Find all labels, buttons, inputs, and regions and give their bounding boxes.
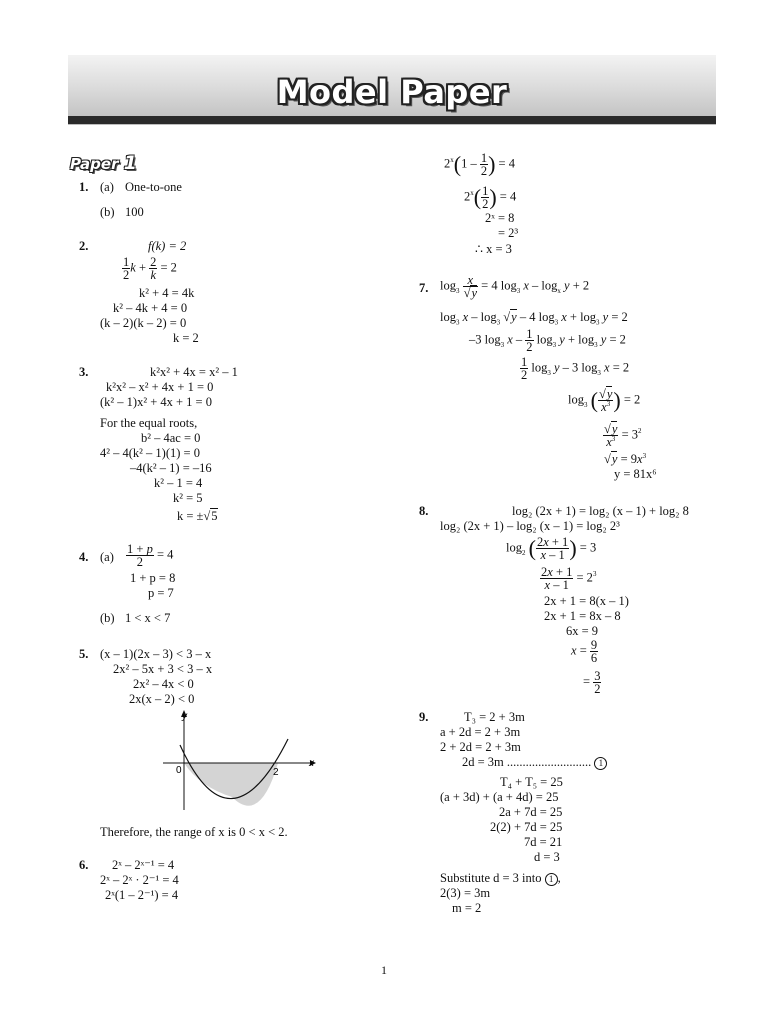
q9-line-3: 2 + 2d = 2 + 3m — [440, 740, 521, 754]
q6-line-7: = 2³ — [498, 226, 519, 240]
q6-line-2: 2ˣ – 2ˣ · 2⁻¹ = 4 — [100, 873, 179, 887]
q2-line-2: $\frac{1}{2}$ k + $\frac{2}{k}$ = 2 — [123, 255, 177, 282]
title-banner — [68, 55, 716, 125]
q3-line-5: b² – 4ac = 0 — [141, 431, 201, 445]
q2-line-3: k² + 4 = 4k — [139, 286, 195, 300]
page-number: 1 — [381, 963, 387, 977]
q2-line-5: (k – 2)(k – 2) = 0 — [100, 316, 187, 330]
q9-line-13: m = 2 — [452, 901, 482, 915]
q9-line-5: T₄ + T₅ = 25 — [500, 775, 563, 789]
q9-line-7: 2a + 7d = 25 — [499, 805, 563, 819]
q1-b-label: (b) — [100, 205, 115, 219]
q6-line-3: 2ˣ(1 – 2⁻¹) = 4 — [105, 888, 179, 902]
question-number: 7. — [419, 281, 429, 295]
q8-line-1: log₂ (2x + 1) = log₂ (x – 1) + log₂ 8 — [512, 504, 689, 518]
q7-line-6: $\frac{√y}{x^3}$ = $3^2$ — [604, 422, 642, 449]
equation-ref-marker: 1 — [594, 757, 607, 770]
q1-a-answer: One-to-one — [125, 180, 182, 194]
q9-line-4 — [462, 755, 607, 770]
q9-line-9: 7d = 21 — [524, 835, 563, 849]
question-number: 5. — [79, 647, 89, 661]
q4-a-label: (a) — [100, 550, 114, 564]
q4-b-label: (b) — [100, 611, 115, 625]
q7-line-6b: $√y = 9x^3$ — [604, 451, 647, 466]
question-number: 1. — [79, 180, 89, 194]
paper-heading-number: 1 — [123, 152, 137, 174]
equation-ref-marker: 1 — [545, 873, 558, 886]
q9-line-6: (a + 3d) + (a + 4d) = 25 — [440, 790, 559, 804]
q6-line-5: 2$^x$( $\frac{1}{2}$ ) = 4 — [464, 184, 517, 211]
quadratic-sketch-graph — [160, 705, 320, 815]
q3-line-3: (k² – 1)x² + 4x + 1 = 0 — [100, 395, 212, 409]
q7-line-3: –3 $\log_3 x$ – $\frac{1}{2}$ $\log_3 y + \log_3 y = 2$ — [469, 327, 626, 354]
page-title: Model Paper — [276, 73, 508, 111]
q3-line-1: k²x² + 4x = x² – 1 — [150, 365, 238, 379]
q9-line-2: a + 2d = 2 + 3m — [440, 725, 521, 739]
q3-line-7: –4(k² – 1) = –16 — [130, 461, 212, 475]
question-number: 8. — [419, 504, 429, 518]
q3-line-8: k² – 1 = 4 — [154, 476, 203, 490]
q5-line-2: 2x² – 5x + 3 < 3 – x — [113, 662, 213, 676]
q7-line-7: y = 81x⁶ — [614, 467, 657, 481]
q8-line-7: 6x = 9 — [566, 624, 599, 638]
q3-line-9: k² = 5 — [173, 491, 203, 505]
shaded-region — [184, 763, 278, 806]
q9-line-11: Substitute d = 3 into 1 , — [440, 871, 561, 885]
paper-heading — [70, 152, 137, 174]
x-axis-label: x — [309, 758, 314, 769]
q7-line-2: $\log_3 x - \log_3 √y - 4$ $\log_3 x + \log_3 y = 2$ — [440, 310, 628, 327]
q7-line-1: $\log_3$ $\frac{x}{√y}$ = 4 $\log_3 x - \log_x y + 2$ — [440, 273, 590, 300]
q9-line-10: d = 3 — [534, 850, 560, 864]
q4-line-3: p = 7 — [148, 586, 174, 600]
q5-line-1: (x – 1)(2x – 3) < 3 – x — [100, 647, 212, 661]
q3-line-6: 4² – 4(k² – 1)(1) = 0 — [100, 446, 200, 460]
q6-line-4: 2$^x$(1 – $\frac{1}{2}$ ) = 4 — [444, 151, 515, 178]
q4-line-2: 1 + p = 8 — [130, 571, 176, 585]
q3-line-2: k²x² – x² + 4x + 1 = 0 — [106, 380, 214, 394]
q8-line-5: 2x + 1 = 8(x – 1) — [544, 594, 629, 608]
q6-line-6: 2ˣ = 8 — [485, 211, 515, 225]
q8-line-9: = $\frac{3}{2}$ — [583, 669, 601, 696]
q3-line-10: k = ±√5 — [177, 509, 218, 523]
q9-line-8: 2(2) + 7d = 25 — [490, 820, 563, 834]
q7-line-4: $\frac{1}{2}$ $\log_3 y - 3$ $\log_3 x = 2$ — [521, 355, 630, 382]
q1-a-label: (a) — [100, 180, 114, 194]
question-number: 4. — [79, 550, 89, 564]
q3-line-4: For the equal roots, — [100, 416, 198, 430]
y-axis-label: y — [182, 711, 187, 722]
q8-line-6: 2x + 1 = 8x – 8 — [544, 609, 621, 623]
q9-line-11-text: Substitute d = 3 into — [440, 871, 542, 885]
q6-line-1: 2ˣ – 2ˣ⁻¹ = 4 — [112, 858, 175, 872]
question-number: 6. — [79, 858, 89, 872]
banner-divider — [68, 116, 716, 124]
q3-line-10-text: k = ± — [177, 509, 204, 523]
q9-line-1: T₃ = 2 + 3m — [464, 710, 525, 724]
question-number: 2. — [79, 239, 89, 253]
origin-label: 0 — [176, 765, 182, 776]
q2-line-1: f(k) = 2 — [148, 239, 187, 253]
q2-line-6: k = 2 — [173, 331, 199, 345]
q5-line-3: 2x² – 4x < 0 — [133, 677, 194, 691]
q8-line-3: $\log_2$ ( $\frac{2x + 1}{x - 1}$ ) = 3 — [506, 535, 597, 562]
q4-b-answer: 1 < x < 7 — [125, 611, 171, 625]
q5-line-4: 2x(x – 2) < 0 — [129, 692, 195, 706]
q5-conclusion: Therefore, the range of x is 0 < x < 2. — [100, 825, 288, 839]
q7-line-5: $\log_3$ ( $\frac{√y}{x^3}$ ) = 2 — [568, 387, 641, 414]
q8-line-2: log₂ (2x + 1) – log₂ (x – 1) = log₂ 2³ — [440, 519, 620, 533]
q1-b-answer: 100 — [125, 205, 144, 219]
q2-line-4: k² – 4k + 4 = 0 — [113, 301, 188, 315]
question-number: 9. — [419, 710, 429, 724]
paper-heading-label: Paper — [70, 155, 119, 173]
q8-line-8: x = $\frac{9}{6}$ — [571, 638, 598, 665]
q6-line-8: ∴ x = 3 — [475, 242, 512, 256]
root-label: 2 — [273, 767, 279, 778]
q9-line-4-text: 2d = 3m ........................... — [462, 755, 592, 769]
q9-line-12: 2(3) = 3m — [440, 886, 491, 900]
q4-line-1: $\frac{1 + p}{2}$ = 4 — [127, 542, 174, 569]
q8-line-4: $\frac{2x + 1}{x - 1}$ = $2^3$ — [541, 565, 597, 592]
question-number: 3. — [79, 365, 89, 379]
